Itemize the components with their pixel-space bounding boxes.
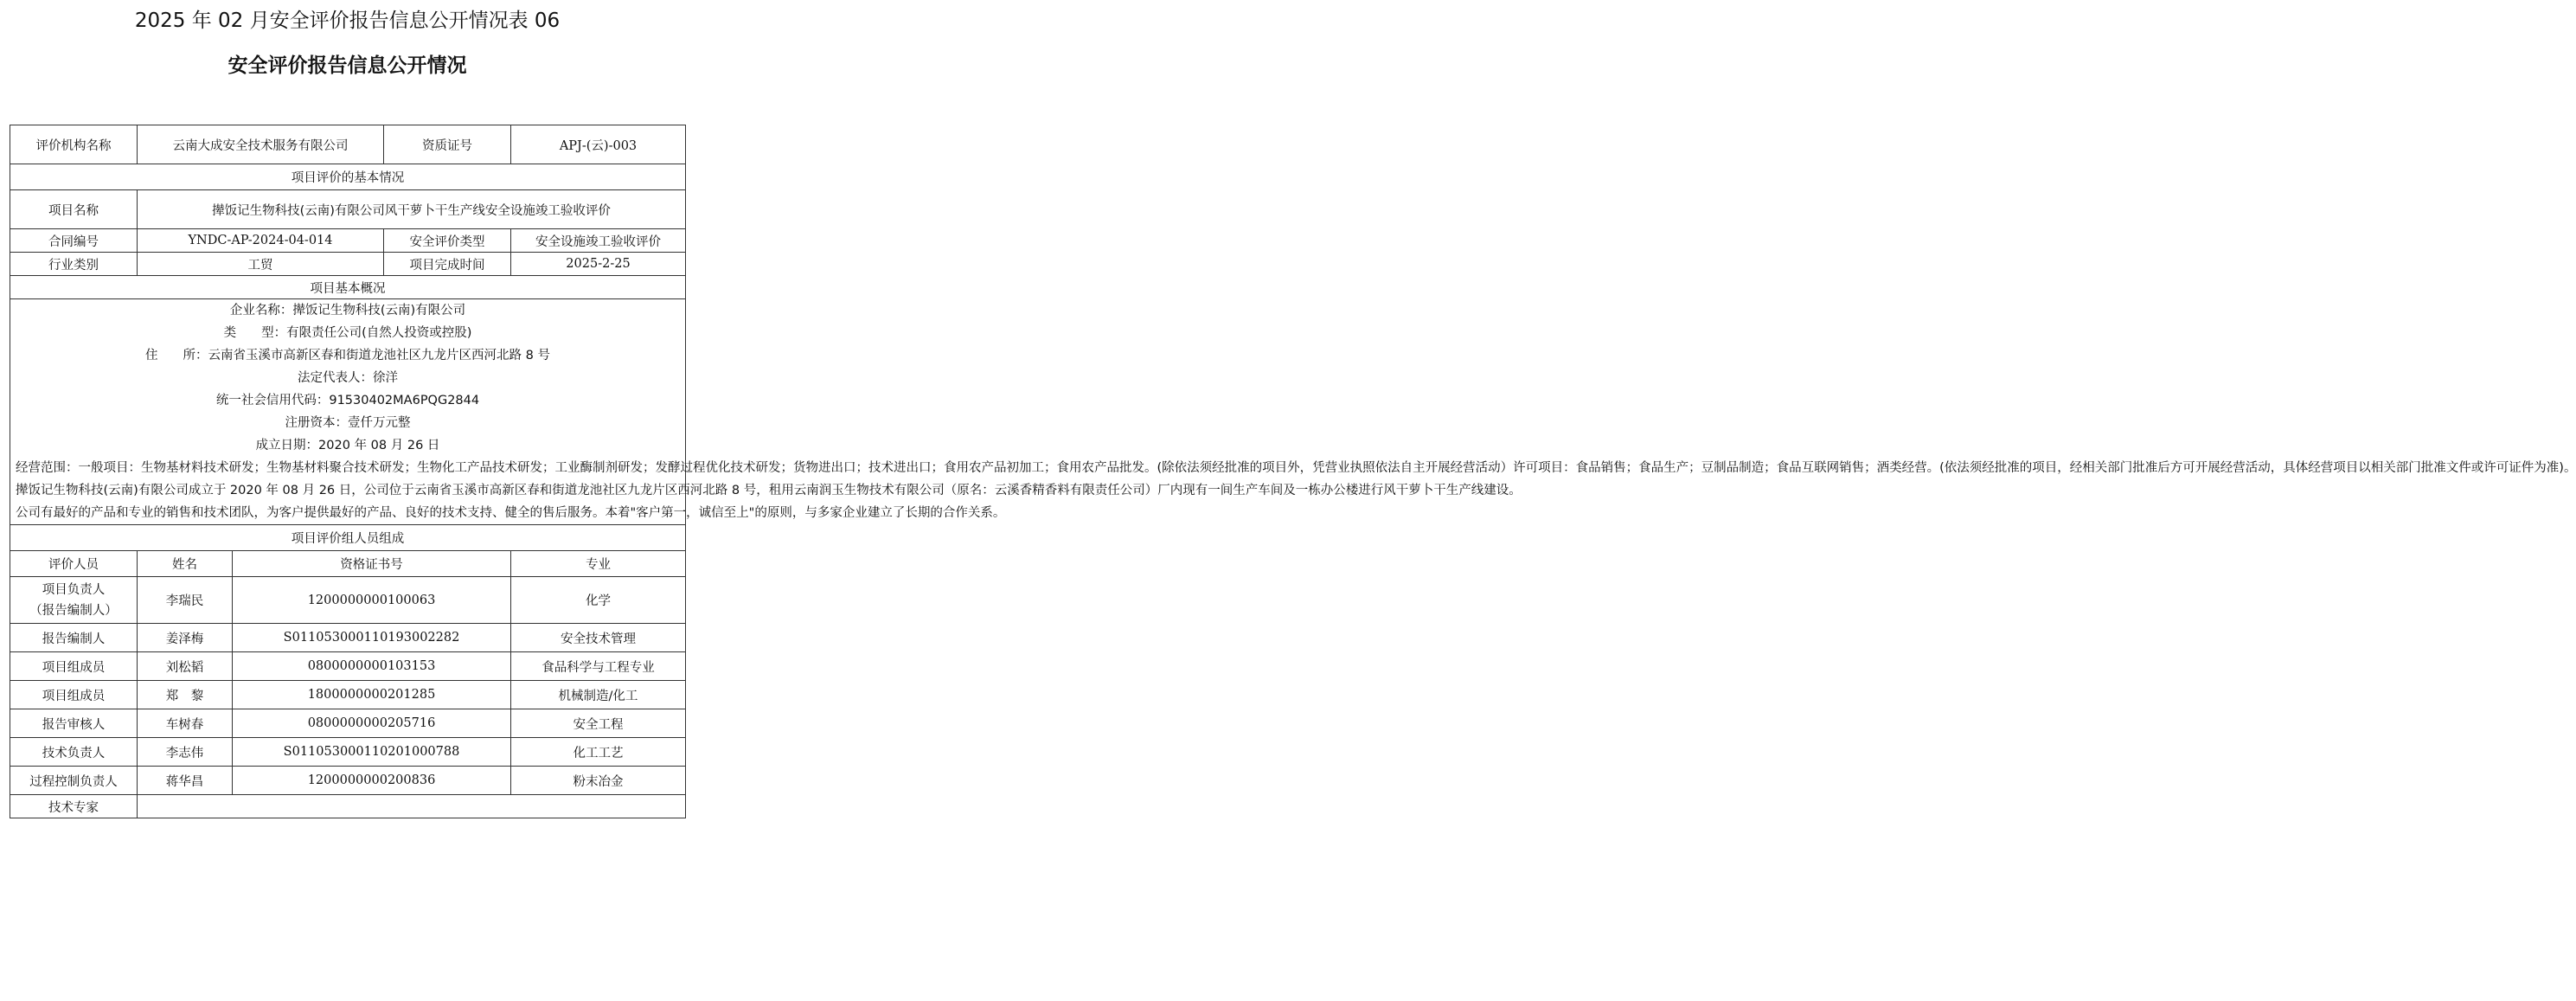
cert-cell: S011053000110201000788 [233, 738, 511, 767]
name-cell: 车树春 [138, 709, 233, 738]
table-row [10, 624, 686, 652]
finish-label: 项目完成时间 [384, 253, 511, 276]
role-cell: 报告编制人 [10, 624, 138, 652]
eval-type-value: 安全设施竣工验收评价 [511, 229, 686, 253]
basic-section-heading: 项目评价的基本情况 [10, 164, 686, 190]
role-cell [10, 577, 138, 624]
cert-cell: 1800000000201285 [233, 681, 511, 709]
major-cell: 粉末冶金 [511, 767, 686, 795]
role-cell: 项目组成员 [10, 652, 138, 681]
industry-value: 工贸 [138, 253, 384, 276]
name-cell: 李瑞民 [138, 577, 233, 624]
expert-label: 技术专家 [10, 795, 138, 818]
name-cell: 郑 黎 [138, 681, 233, 709]
report-title: 2025 年 02 月安全评价报告信息公开情况表 06 [134, 10, 561, 32]
table-row [10, 681, 686, 709]
legal-rep-line: 法定代表人：徐洋 [298, 371, 398, 385]
name-cell: 李志伟 [138, 738, 233, 767]
cert-cell: 0800000000103153 [233, 652, 511, 681]
col-header-role: 评价人员 [10, 551, 138, 577]
team-header-row [10, 551, 686, 577]
major-cell: 食品科学与工程专业 [511, 652, 686, 681]
disclosure-table [10, 125, 2576, 818]
major-cell: 机械制造/化工 [511, 681, 686, 709]
team-section-heading: 项目评价组人员组成 [10, 525, 686, 551]
org-label: 评价机构名称 [10, 125, 138, 164]
capital-line: 注册资本：壹仟万元整 [285, 416, 411, 430]
cert-label: 资质证号 [384, 125, 511, 164]
report-subtitle: 安全评价报告信息公开情况 [227, 55, 467, 77]
org-row [10, 125, 686, 164]
role-note: （报告编制人） [29, 603, 118, 618]
company-intro-paragraph: 撵饭记生物科技(云南)有限公司成立于 2020 年 08 月 26 日，公司位于云南省玉溪市高新区春和街道龙池社区九龙片区西河北路 8 号，租用云南润玉生物技术有限公司（原名：云溪香精香料有限责任公司）厂内现有一间生产车间及一栋办公楼进行风干萝卜干生产线建设。 [16, 484, 1522, 497]
company-address-line: 住 所：云南省玉溪市高新区春和街道龙池社区九龙片区西河北路 8 号 [145, 349, 550, 363]
col-header-cert: 资格证书号 [233, 551, 511, 577]
major-cell: 安全技术管理 [511, 624, 686, 652]
name-cell: 刘松韬 [138, 652, 233, 681]
cert-cell: S011053000110193002282 [233, 624, 511, 652]
cert-cell: 1200000000100063 [233, 577, 511, 624]
major-cell: 化学 [511, 577, 686, 624]
overview-section-heading: 项目基本概况 [10, 276, 686, 299]
credit-code-line: 统一社会信用代码：91530402MA6PQG2844 [215, 394, 480, 407]
major-cell: 化工工艺 [511, 738, 686, 767]
overview-body [10, 299, 2576, 525]
expert-value [138, 795, 686, 818]
role-cell: 过程控制负责人 [10, 767, 138, 795]
established-line: 成立日期：2020 年 08 月 26 日 [255, 439, 440, 452]
col-header-major: 专业 [511, 551, 686, 577]
table-row [10, 767, 686, 795]
table-row [10, 738, 686, 767]
cert-cell: 0800000000205716 [233, 709, 511, 738]
contract-label: 合同编号 [10, 229, 138, 253]
company-name-line: 企业名称：撵饭记生物科技(云南)有限公司 [229, 304, 466, 318]
major-cell: 安全工程 [511, 709, 686, 738]
table-row [10, 577, 686, 624]
name-cell: 蒋华昌 [138, 767, 233, 795]
project-name-label: 项目名称 [10, 190, 138, 229]
role-cell: 报告审核人 [10, 709, 138, 738]
cert-value: APJ-(云)-003 [511, 125, 686, 164]
expert-row [10, 795, 686, 818]
company-type-line: 类 型：有限责任公司(自然人投资或控股) [223, 326, 472, 340]
industry-label: 行业类别 [10, 253, 138, 276]
org-value: 云南大成安全技术服务有限公司 [138, 125, 384, 164]
role-text: 项目负责人 [42, 582, 106, 597]
project-name-value: 撵饭记生物科技(云南)有限公司风干萝卜干生产线安全设施竣工验收评价 [138, 190, 686, 229]
role-cell: 项目组成员 [10, 681, 138, 709]
finish-value: 2025-2-25 [511, 253, 686, 276]
business-scope-paragraph: 经营范围：一般项目：生物基材料技术研发；生物基材料聚合技术研发；生物化工产品技术研发；工业酶制剂研发；发酵过程优化技术研发；货物进出口；技术进出口；食用农产品初加工；食用农产品批发。(除依法须经批准的项目外，凭营业执照依法自主开展经营活动）许可项目：食品销售；食品生产；豆制品制造；食品互联网销售；酒类经营。(依法须经批准的项目，经相关部门批准后方可开展经营活动，具体经营项目以相关部门批准文件或许可证件为准)。 [16, 461, 2576, 475]
role-cell: 技术负责人 [10, 738, 138, 767]
contract-value: YNDC-AP-2024-04-014 [138, 229, 384, 253]
name-cell: 姜泽梅 [138, 624, 233, 652]
eval-type-label: 安全评价类型 [384, 229, 511, 253]
cert-cell: 1200000000200836 [233, 767, 511, 795]
table-row [10, 709, 686, 738]
col-header-name: 姓名 [138, 551, 233, 577]
company-service-paragraph: 公司有最好的产品和专业的销售和技术团队，为客户提供最好的产品、良好的技术支持、健全的售后服务。本着"客户第一，诚信至上"的原则，与多家企业建立了长期的合作关系。 [16, 506, 1006, 520]
table-row [10, 652, 686, 681]
